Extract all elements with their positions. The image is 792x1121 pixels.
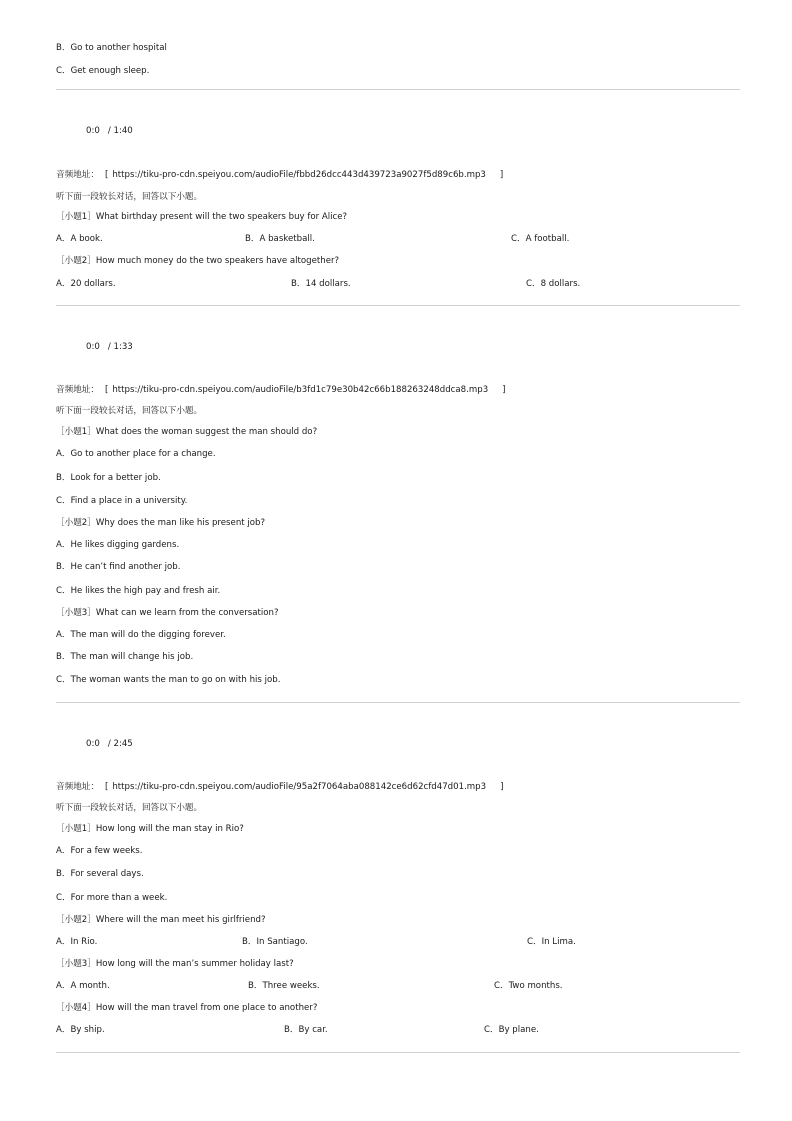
audio-player[interactable]	[86, 739, 133, 750]
option-c[interactable]: C．Two months.	[494, 981, 563, 991]
audio-url-line: 音频地址： [ https://tiku-pro-cdn.speiyou.com/audioFile/95a2f7064aba088142ce6d62cfd47d01.mp3 ]	[56, 782, 504, 792]
option-c[interactable]: C．Find a place in a university.	[56, 496, 188, 506]
question-text: ［小题2］How much money do the two speakers have altogether?	[56, 256, 340, 266]
option-b[interactable]: B．A basketball.	[245, 234, 315, 244]
audio-label: 音频地址：	[56, 385, 99, 395]
option-a[interactable]: A．A month.	[56, 981, 110, 991]
divider	[56, 1052, 740, 1053]
option-row	[56, 279, 740, 290]
question-text: ［小题1］What does the woman suggest the man should do?	[56, 427, 318, 437]
option-b[interactable]: B．The man will change his job.	[56, 652, 194, 662]
divider	[56, 89, 740, 90]
option-c[interactable]: C．A football.	[511, 234, 570, 244]
audio-player[interactable]	[86, 342, 133, 353]
current-time: 0:0	[86, 126, 100, 136]
instruction: 听下面一段较长对话，回答以下小题。	[56, 803, 203, 813]
question-text: ［小题2］Why does the man like his present job?	[56, 518, 266, 528]
instruction: 听下面一段较长对话，回答以下小题。	[56, 406, 203, 416]
option-b[interactable]: B．For several days.	[56, 869, 144, 879]
audio-url-link[interactable]: https://tiku-pro-cdn.speiyou.com/audioFile/b3fd1c79e30b42c66b188263248ddca8.mp3	[112, 385, 489, 395]
audio-url-line: 音频地址： [ https://tiku-pro-cdn.speiyou.com/audioFile/fbbd26dcc443d439723a9027f5d89c6b.mp3 ]	[56, 170, 504, 180]
question-text: ［小题4］How will the man travel from one place to another?	[56, 1003, 318, 1013]
option-b[interactable]: B．He can’t find another job.	[56, 562, 181, 572]
question-text: ［小题2］Where will the man meet his girlfriend?	[56, 915, 266, 925]
option-c[interactable]: C．In Lima.	[527, 937, 576, 947]
question-text: ［小题3］How long will the man’s summer holiday last?	[56, 959, 294, 969]
audio-label: 音频地址：	[56, 170, 99, 180]
current-time: 0:0	[86, 342, 100, 352]
option-b[interactable]: B．Three weeks.	[248, 981, 320, 991]
audio-player[interactable]	[86, 126, 133, 137]
option-row	[56, 1025, 740, 1036]
option-c[interactable]: C．8 dollars.	[526, 279, 581, 289]
option-b[interactable]: B．14 dollars.	[291, 279, 351, 289]
audio-url-line: 音频地址： [ https://tiku-pro-cdn.speiyou.com/audioFile/b3fd1c79e30b42c66b188263248ddca8.mp3 ]	[56, 385, 506, 395]
option-a[interactable]: A．For a few weeks.	[56, 846, 143, 856]
option-row	[56, 981, 740, 992]
option-b[interactable]: B．Look for a better job.	[56, 473, 161, 483]
option-a[interactable]: A．By ship.	[56, 1025, 105, 1035]
option-c[interactable]: C．The woman wants the man to go on with his job.	[56, 675, 281, 685]
question-text: ［小题1］How long will the man stay in Rio?	[56, 824, 244, 834]
option-c[interactable]: C．He likes the high pay and fresh air.	[56, 586, 221, 596]
question-text: ［小题3］What can we learn from the conversation?	[56, 608, 279, 618]
option-b[interactable]: B．By car.	[284, 1025, 328, 1035]
option-a[interactable]: A．The man will do the digging forever.	[56, 630, 226, 640]
option-a[interactable]: A．In Rio.	[56, 937, 98, 947]
option-b[interactable]: B．In Santiago.	[242, 937, 308, 947]
audio-url-link[interactable]: https://tiku-pro-cdn.speiyou.com/audioFile/fbbd26dcc443d439723a9027f5d89c6b.mp3	[112, 170, 486, 180]
option-a[interactable]: A．He likes digging gardens.	[56, 540, 180, 550]
option-a[interactable]: A．20 dollars.	[56, 279, 116, 289]
audio-label: 音频地址：	[56, 782, 99, 792]
option-c[interactable]: C．For more than a week.	[56, 893, 168, 903]
option-text: B．Go to another hospital	[56, 43, 167, 53]
duration: / 1:33	[107, 342, 133, 352]
option-a[interactable]: A．A book.	[56, 234, 103, 244]
option-row	[56, 937, 740, 948]
instruction: 听下面一段较长对话，回答以下小题。	[56, 192, 203, 202]
duration: / 2:45	[107, 739, 133, 749]
option-a[interactable]: A．Go to another place for a change.	[56, 449, 216, 459]
duration: / 1:40	[107, 126, 133, 136]
audio-url-link[interactable]: https://tiku-pro-cdn.speiyou.com/audioFile/95a2f7064aba088142ce6d62cfd47d01.mp3	[112, 782, 487, 792]
current-time: 0:0	[86, 739, 100, 749]
divider	[56, 305, 740, 306]
option-row	[56, 234, 740, 245]
option-c[interactable]: C．By plane.	[484, 1025, 539, 1035]
question-text: ［小题1］What birthday present will the two speakers buy for Alice?	[56, 212, 348, 222]
option-text: C．Get enough sleep.	[56, 66, 150, 76]
divider	[56, 702, 740, 703]
